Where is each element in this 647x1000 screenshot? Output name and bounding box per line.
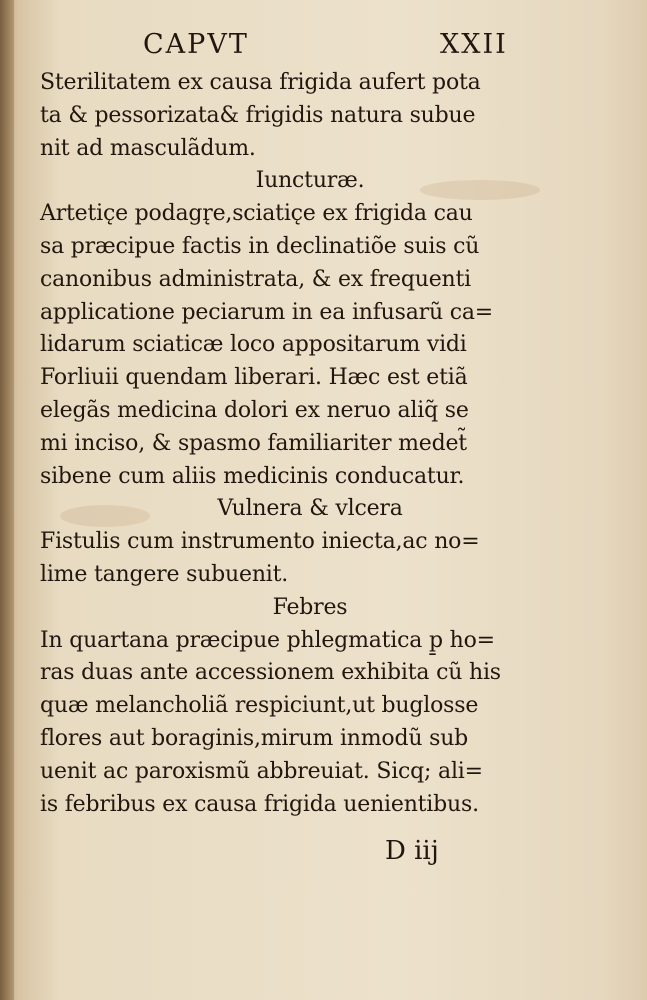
section-heading: Vulnera & vlcera — [217, 496, 403, 522]
text-line: sa præcipue factis in declinatiõe suis cũ — [40, 233, 480, 259]
text-line: ras duas ante accessionem exhibita cũ his — [40, 660, 501, 686]
text-line: lime tangere subuenit. — [40, 561, 289, 587]
text-line: elegãs medicina dolori ex neruo aliq̃ se — [40, 397, 469, 423]
chapter-label: CAPVT — [143, 29, 249, 60]
signature-mark: D iij — [385, 836, 439, 866]
text-line: lidarum sciaticæ loco appositarum vidi — [40, 332, 467, 358]
text-line: nit ad masculãdum. — [40, 135, 256, 161]
section-heading: Febres — [272, 594, 348, 620]
text-line: is febribus ex causa frigida uenientibus. — [40, 791, 479, 817]
text-line: Artetic̨e podagr̨e,sciatic̨e ex frigida cau — [40, 201, 473, 227]
text-body — [40, 67, 580, 821]
page-gutter — [0, 0, 14, 1000]
text-line: In quartana præcipue phlegmatica p̱ ho= — [40, 627, 495, 653]
text-line: Forliuii quendam liberari. Hæc est etiã — [40, 365, 468, 391]
text-line: Sterilitatem ex causa frigida aufert pota — [40, 70, 481, 95]
text-line: mi inciso, & spasmo familiariter medet̃ — [40, 430, 467, 456]
running-head — [40, 25, 580, 67]
text-line: uenit ac paroxismũ abbreuiat. Sicq; ali= — [40, 758, 483, 784]
text-line: applicatione peciarum in ea infusarũ ca= — [40, 299, 494, 325]
text-line: sibene cum aliis medicinis conducatur. — [40, 463, 465, 489]
text-line: ta & pessorizata& frigidis natura subue — [40, 102, 476, 128]
section-heading: Iuncturæ. — [255, 168, 365, 194]
page-text — [40, 25, 580, 821]
text-line: Fistulis cum instrumento iniecta,ac no= — [40, 529, 480, 555]
text-line: canonibus administrata, & ex frequenti — [40, 266, 471, 292]
text-line: quæ melancholiã respiciunt,ut buglosse — [40, 693, 479, 719]
chapter-number: XXII — [440, 29, 508, 60]
text-line: flores aut boraginis,mirum inmodũ sub — [40, 725, 469, 751]
